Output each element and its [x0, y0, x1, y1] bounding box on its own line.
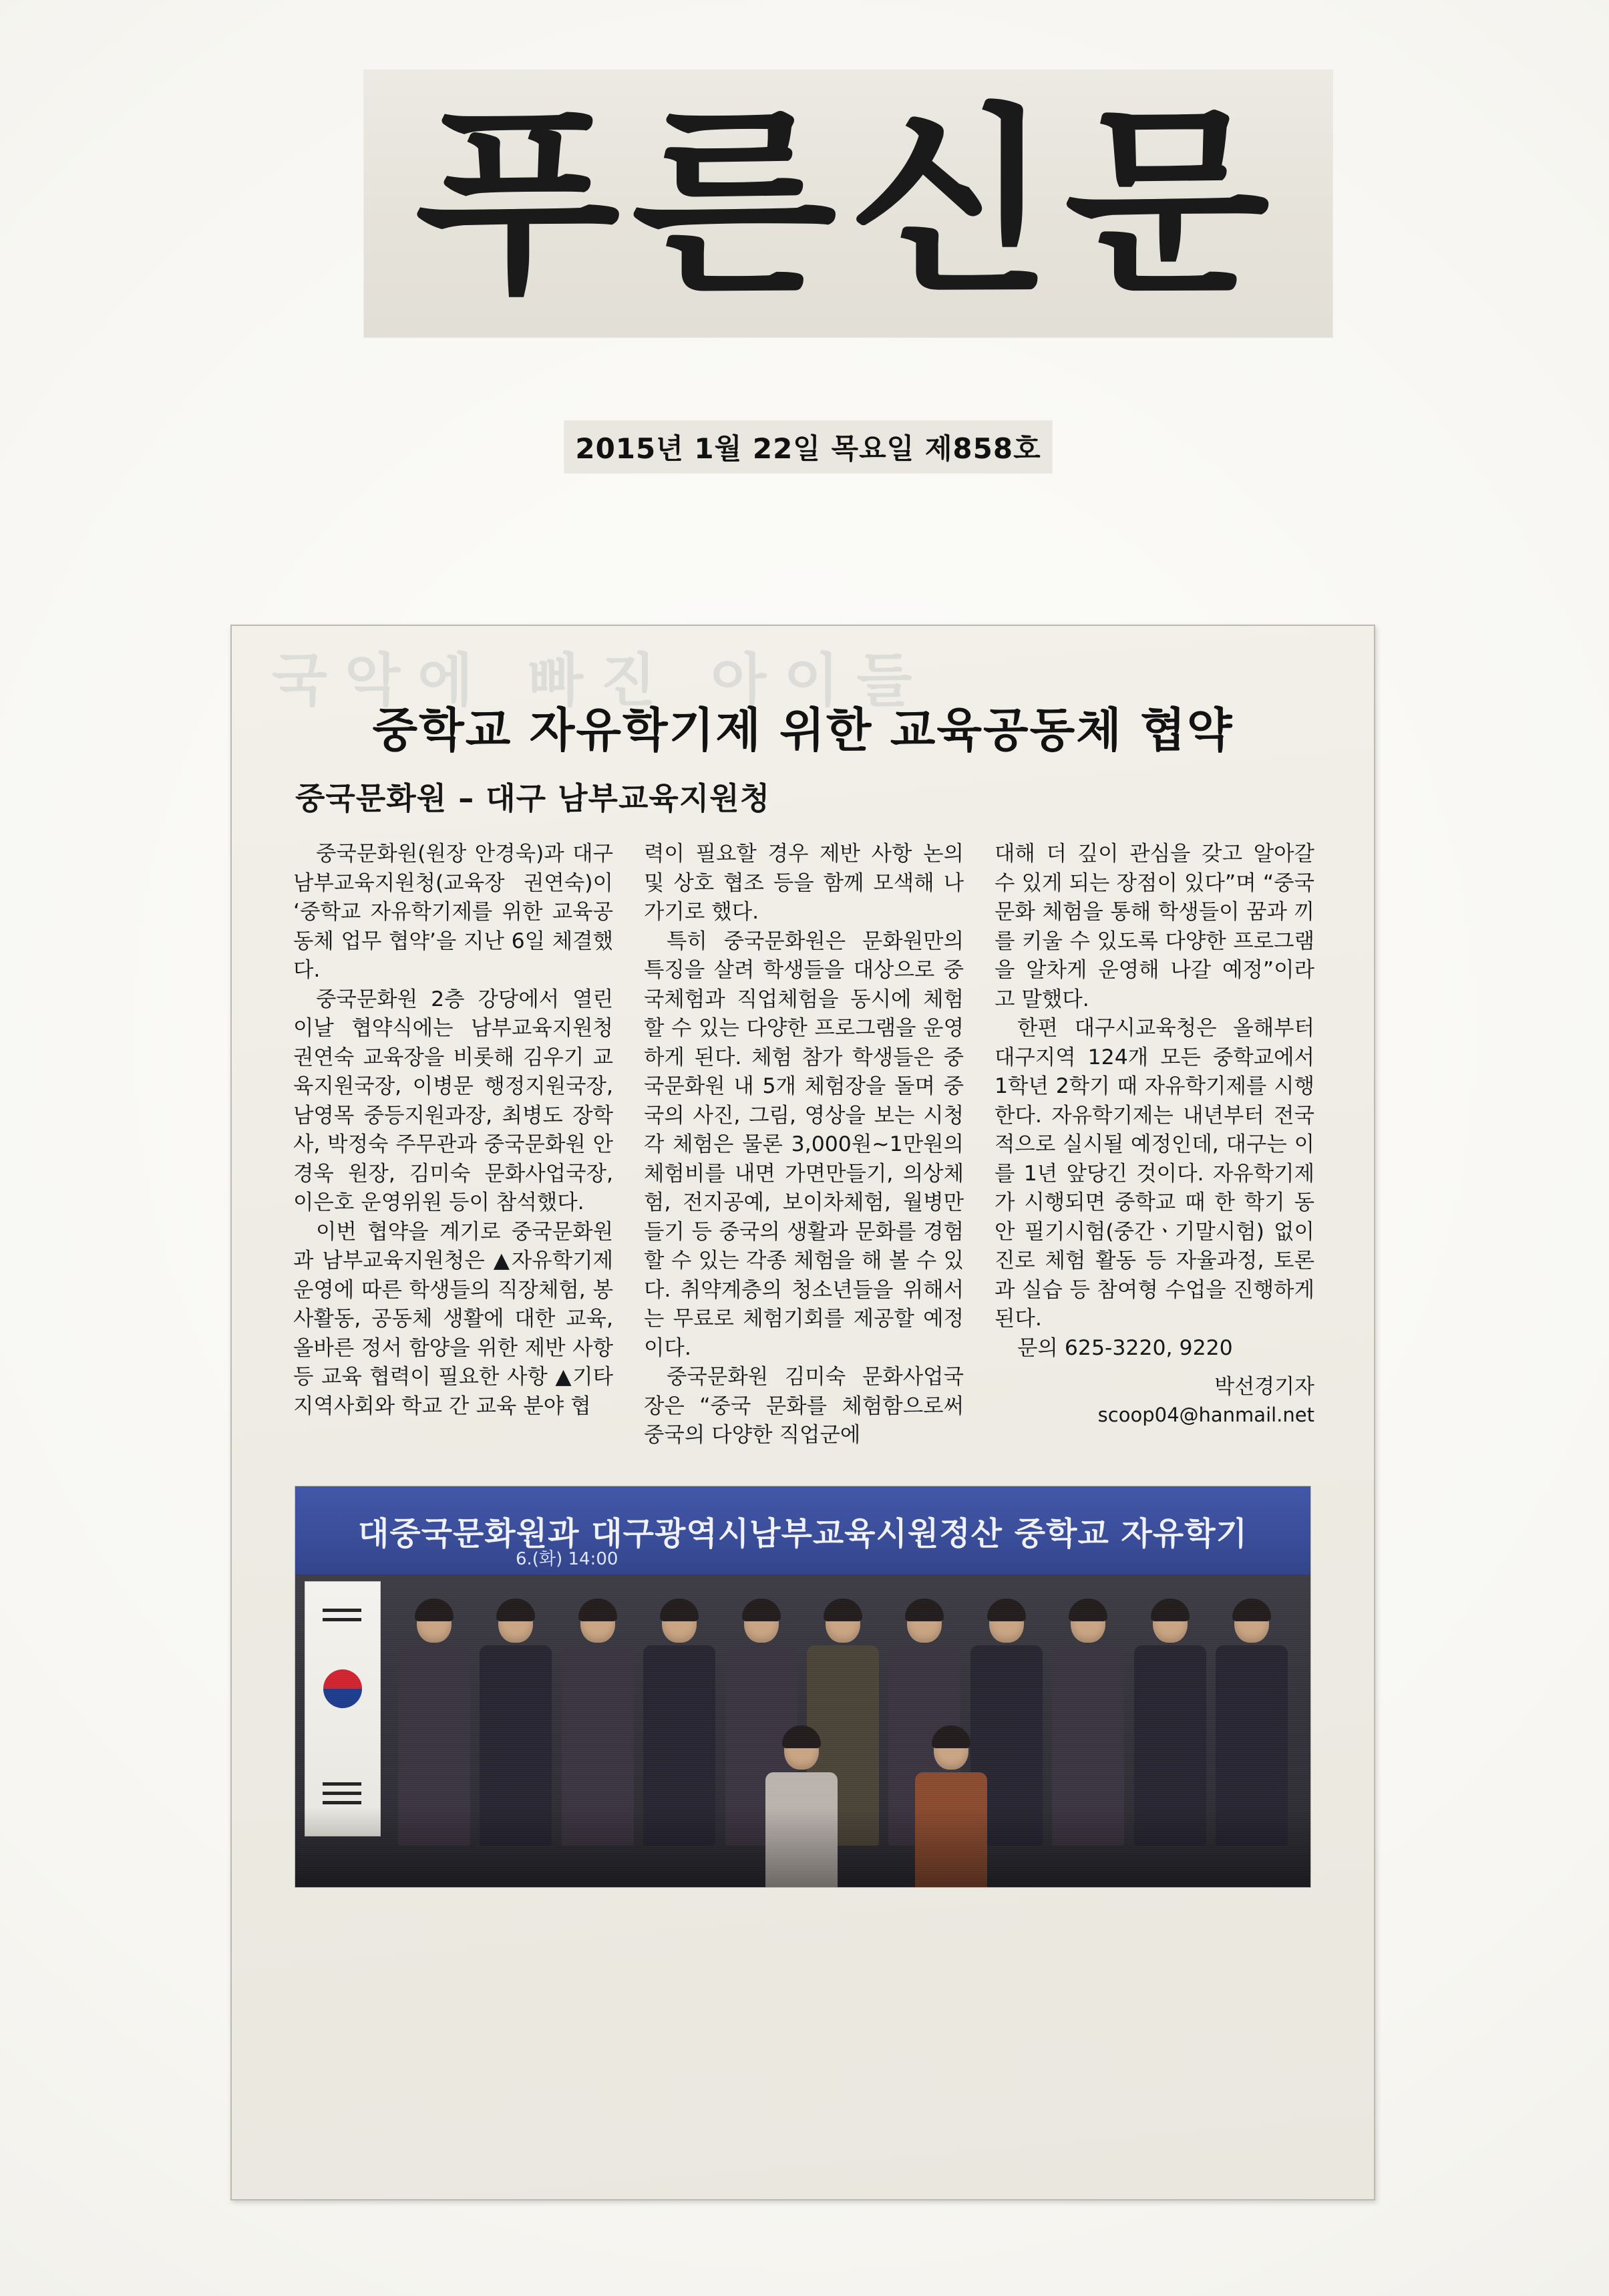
article-headline: 중학교 자유학기제 위한 교육공동체 협약 — [372, 703, 1234, 758]
photo-scene — [295, 1575, 1310, 1887]
article-clipping — [230, 625, 1375, 2200]
reverse-side-bleed-text: 국악에 빠진 아이들 — [272, 647, 930, 707]
korean-flag — [305, 1581, 381, 1836]
byline: 박선경기자 — [1214, 1375, 1314, 1399]
flag-trigram — [323, 1618, 361, 1621]
paragraph: 이번 협약을 계기로 중국문화원과 남부교육지원청은 ▲자유학기제 운영에 따른 학생들의 직장체험, 봉사활동, 공동체 생활에 대한 교육, 올바른 정서 함양을 위한 제반 사항 등 교육 협력이 필요한 사항 ▲기타 지역사회와 학교 간 교육 분야 협 — [293, 1219, 613, 1418]
flag-trigram — [323, 1801, 361, 1804]
newspaper-masthead — [364, 70, 1332, 337]
paragraph: 한편 대구시교육청은 올해부터 대구지역 124개 모든 중학교에서 1학년 2학기 때 자유학기제를 시행한다. 자유학기제는 내년부터 전국적으로 실시될 예정인데, 대구는 이를 1년 앞당긴 것이다. 자유학기제가 시행되면 중학교 때 한 학기 동안 필기시험(중간ㆍ기말시험) 없이 진로 체험 활동 등 자율과정, 토론과 실습 등 참여형 수업을 진행하게 된다. — [995, 1016, 1314, 1331]
article-column-1 — [293, 840, 613, 1461]
article-column-2 — [644, 840, 964, 1461]
photo-backdrop-banner — [295, 1486, 1310, 1575]
issue-date-text: 2015년 1월 22일 목요일 제858호 — [575, 432, 1041, 465]
flag-trigram — [323, 1782, 361, 1786]
photo-banner-text: 대중국문화원과 대구광역시남부교육시원정산 중학교 자유학기 — [357, 1514, 1248, 1552]
flag-trigram — [323, 1609, 361, 1612]
photo-vignette — [295, 1807, 1310, 1887]
photo-banner-subtext: 6.(화) 14:00 — [516, 1549, 618, 1569]
paragraph: 중국문화원 2층 강당에서 열린 이날 협약식에는 남부교육지원청 권연숙 교육장을 비롯해 김우기 교육지원국장, 이병문 행정지원국장, 남영목 중등지원과장, 최병도 장학사, 박정숙 주무관과 중국문화원 안경욱 원장, 김미숙 문화사업국장, 이은호 운영위원 등이 참석했다. — [293, 987, 613, 1214]
paragraph: 대해 더 깊이 관심을 갖고 알아갈 수 있게 되는 장점이 있다”며 “중국 문화 체험을 통해 학생들이 꿈과 끼를 키울 수 있도록 다양한 프로그램을 알차게 운영해 나갈 예정”이라고 말했다. — [995, 842, 1314, 1011]
article-photo — [295, 1486, 1310, 1887]
reporter-email: scoop04@hanmail.net — [1097, 1404, 1314, 1426]
article-column-3 — [995, 840, 1314, 1461]
article-subheadline: 중국문화원 – 대구 남부교육지원청 — [295, 780, 771, 816]
taegeuk-icon — [323, 1669, 362, 1708]
paragraph: 특히 중국문화원은 문화원만의 특징을 살려 학생들을 대상으로 중국체험과 직업체험을 동시에 체험 할 수 있는 다양한 프로그램을 운영하게 된다. 체험 참가 학생들은 중국문화원 내 5개 체험장을 돌며 중국의 사진, 그림, 영상을 보는 시청각 체험은 물론 3,000원~1만원의 체험비를 내면 가면만들기, 의상체험, 전지공예, 보이차체험, 월병만들기 등 중국의 생활과 문화를 경험할 수 있는 각종 체험을 해 볼 수 있다. 취약계층의 청소년들을 위해서는 무료로 체험기회를 제공할 예정이다. — [644, 929, 964, 1360]
issue-date-bar — [564, 421, 1052, 473]
paragraph: 중국문화원 김미숙 문화사업국장은 “중국 문화를 체험함으로써 중국의 다양한 직업군에 — [644, 1365, 964, 1447]
article-columns — [293, 840, 1315, 1461]
paragraph: 중국문화원(원장 안경욱)과 대구남부교육지원청(교육장 권연숙)이 ‘중학교 자유학기제를 위한 교육공동체 업무 협약’을 지난 6일 체결했다. — [293, 842, 613, 982]
newspaper-title: 푸른신문 — [415, 87, 1282, 320]
contact-line: 문의 625-3220, 9220 — [1017, 1335, 1233, 1360]
paragraph: 력이 필요할 경우 제반 사항 논의 및 상호 협조 등을 함께 모색해 나가기로 했다. — [644, 842, 964, 924]
flag-trigram — [323, 1792, 361, 1795]
